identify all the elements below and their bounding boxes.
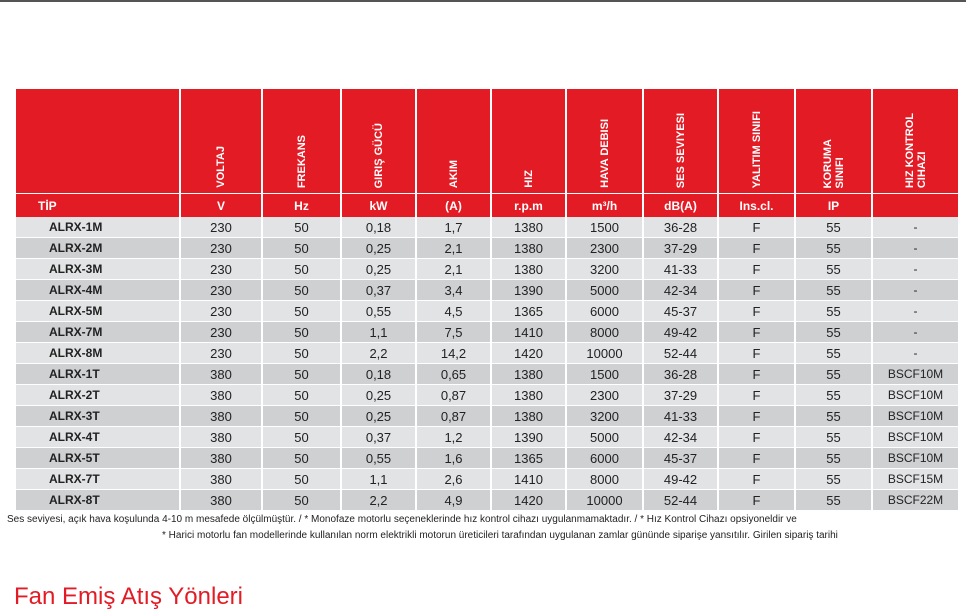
table-cell: 230: [181, 217, 261, 238]
table-cell: 1410: [492, 469, 565, 490]
table-cell: 37-29: [644, 385, 717, 406]
table-cell: 42-34: [644, 280, 717, 301]
header-row: [16, 89, 958, 194]
table-cell: 1390: [492, 280, 565, 301]
table-row: [16, 490, 958, 511]
table-cell: 1,7: [417, 217, 490, 238]
table-cell: 1500: [567, 364, 642, 385]
table-cell: -: [873, 217, 958, 238]
table-cell: F: [719, 343, 794, 364]
table-cell: 6000: [567, 448, 642, 469]
table-cell: BSCF22M: [873, 490, 958, 511]
table-cell: 49-42: [644, 322, 717, 343]
table-cell: 1380: [492, 259, 565, 280]
table-cell: BSCF10M: [873, 385, 958, 406]
table-cell: F: [719, 238, 794, 259]
table-cell: 0,87: [417, 406, 490, 427]
table-cell: F: [719, 385, 794, 406]
table-cell: 2,2: [342, 343, 415, 364]
column-header: [181, 89, 261, 194]
table-cell: 50: [263, 469, 340, 490]
table-cell: F: [719, 301, 794, 322]
table-cell: F: [719, 406, 794, 427]
table-cell: 50: [263, 385, 340, 406]
table-cell: 230: [181, 259, 261, 280]
table-cell: 36-28: [644, 217, 717, 238]
column-header-label: AKIM: [447, 159, 460, 188]
table-cell: 55: [796, 385, 871, 406]
table-row: [16, 448, 958, 469]
table-row: [16, 427, 958, 448]
table-cell: 55: [796, 364, 871, 385]
table-cell: 230: [181, 238, 261, 259]
table-cell: 0,55: [342, 448, 415, 469]
table-cell: 50: [263, 427, 340, 448]
table-cell: 50: [263, 259, 340, 280]
table-cell: 1420: [492, 490, 565, 511]
table-cell: 14,2: [417, 343, 490, 364]
table-cell: 50: [263, 364, 340, 385]
column-header-label: HAVA DEBISI: [598, 119, 611, 188]
table-cell: 50: [263, 217, 340, 238]
table-row: [16, 343, 958, 364]
table-cell: 55: [796, 490, 871, 511]
table-cell: 0,25: [342, 385, 415, 406]
table-cell: -: [873, 343, 958, 364]
column-header: [263, 89, 340, 194]
unit-cell: m³/h: [567, 194, 642, 217]
table-body: [16, 217, 958, 511]
table-cell: 3200: [567, 406, 642, 427]
model-cell: ALRX-2T: [16, 385, 179, 406]
unit-cell: [873, 194, 958, 217]
table-cell: -: [873, 322, 958, 343]
table-cell: 380: [181, 385, 261, 406]
table-cell: 380: [181, 406, 261, 427]
table-cell: -: [873, 238, 958, 259]
unit-cell: kW: [342, 194, 415, 217]
table-row: [16, 259, 958, 280]
table-cell: 37-29: [644, 238, 717, 259]
table-cell: 45-37: [644, 448, 717, 469]
model-cell: ALRX-3M: [16, 259, 179, 280]
column-header-label: HIZ: [522, 170, 535, 188]
unit-cell: dB(A): [644, 194, 717, 217]
table-cell: 4,5: [417, 301, 490, 322]
table-cell: 50: [263, 343, 340, 364]
model-cell: ALRX-7M: [16, 322, 179, 343]
table-cell: 52-44: [644, 490, 717, 511]
table-cell: 50: [263, 301, 340, 322]
unit-cell: r.p.m: [492, 194, 565, 217]
table-cell: F: [719, 217, 794, 238]
top-rule: [0, 0, 966, 2]
column-header: [644, 89, 717, 194]
table-cell: 1420: [492, 343, 565, 364]
column-header: [873, 89, 958, 194]
table-cell: 380: [181, 490, 261, 511]
table-cell: 1,2: [417, 427, 490, 448]
table-cell: 0,25: [342, 406, 415, 427]
table-cell: 1365: [492, 301, 565, 322]
table-cell: 2,1: [417, 238, 490, 259]
table-cell: 55: [796, 301, 871, 322]
table-cell: F: [719, 490, 794, 511]
table-cell: 0,18: [342, 217, 415, 238]
unit-cell: Ins.cl.: [719, 194, 794, 217]
table-row: [16, 280, 958, 301]
table-cell: 55: [796, 217, 871, 238]
table-row: [16, 469, 958, 490]
table-cell: 50: [263, 238, 340, 259]
table-cell: 55: [796, 469, 871, 490]
table-cell: 55: [796, 259, 871, 280]
table-cell: 1380: [492, 406, 565, 427]
column-header: [417, 89, 490, 194]
model-cell: ALRX-1M: [16, 217, 179, 238]
table-cell: 36-28: [644, 364, 717, 385]
section-title: Fan Emiş Atış Yönleri: [14, 583, 243, 610]
table-cell: 49-42: [644, 469, 717, 490]
table-cell: 0,18: [342, 364, 415, 385]
table-cell: 0,25: [342, 238, 415, 259]
table-cell: F: [719, 280, 794, 301]
table-cell: 0,37: [342, 427, 415, 448]
model-cell: ALRX-5M: [16, 301, 179, 322]
model-cell: ALRX-2M: [16, 238, 179, 259]
table-cell: 42-34: [644, 427, 717, 448]
table-cell: F: [719, 448, 794, 469]
column-header-label: KORUMA SINIFI: [821, 138, 846, 188]
table-cell: 5000: [567, 280, 642, 301]
table-cell: 2300: [567, 238, 642, 259]
table-cell: 380: [181, 448, 261, 469]
column-header: [567, 89, 642, 194]
table-cell: 41-33: [644, 259, 717, 280]
table-cell: 0,55: [342, 301, 415, 322]
model-cell: ALRX-4T: [16, 427, 179, 448]
unit-cell: V: [181, 194, 261, 217]
table-cell: F: [719, 469, 794, 490]
table-row: [16, 322, 958, 343]
column-header-label: GIRIŞ GÜCÜ: [372, 122, 385, 188]
model-cell: ALRX-3T: [16, 406, 179, 427]
table-cell: 380: [181, 427, 261, 448]
table-cell: F: [719, 259, 794, 280]
table-cell: 55: [796, 427, 871, 448]
table-cell: 0,37: [342, 280, 415, 301]
table-cell: 230: [181, 280, 261, 301]
model-cell: ALRX-8M: [16, 343, 179, 364]
table-cell: 5000: [567, 427, 642, 448]
table-cell: 2,2: [342, 490, 415, 511]
table-cell: 10000: [567, 490, 642, 511]
table-row: [16, 238, 958, 259]
table-cell: 6000: [567, 301, 642, 322]
column-header: [16, 89, 179, 194]
table-cell: 230: [181, 322, 261, 343]
unit-cell: Hz: [263, 194, 340, 217]
table-cell: 55: [796, 280, 871, 301]
table-cell: 0,65: [417, 364, 490, 385]
column-header: [796, 89, 871, 194]
table-cell: BSCF10M: [873, 406, 958, 427]
table-cell: 41-33: [644, 406, 717, 427]
column-header: [719, 89, 794, 194]
table-cell: 10000: [567, 343, 642, 364]
table-cell: 1,6: [417, 448, 490, 469]
table-cell: 50: [263, 448, 340, 469]
unit-cell: IP: [796, 194, 871, 217]
table-cell: 50: [263, 490, 340, 511]
column-header: [492, 89, 565, 194]
model-cell: ALRX-4M: [16, 280, 179, 301]
table-cell: F: [719, 322, 794, 343]
table-cell: 2300: [567, 385, 642, 406]
column-header-label: VOLTAJ: [215, 146, 227, 188]
unit-row: [16, 194, 958, 217]
table-cell: 1380: [492, 364, 565, 385]
table-cell: 55: [796, 448, 871, 469]
table-row: [16, 217, 958, 238]
table-cell: 0,25: [342, 259, 415, 280]
table-cell: -: [873, 259, 958, 280]
note-line-1: Ses seviyesi, açık hava koşulunda 4-10 m mesafede ölçülmüştür. / * Monofaze motorlu seçeneklerinde hız kontrol cihazı uygulanmamaktadır. / * Hız Kontrol Cihazı opsiyoneldir ve: [7, 514, 797, 525]
column-header-label: SES SEVIYESI: [674, 112, 687, 188]
table-cell: 1380: [492, 238, 565, 259]
table-cell: 0,87: [417, 385, 490, 406]
unit-cell: (A): [417, 194, 490, 217]
table-cell: 50: [263, 322, 340, 343]
model-cell: ALRX-7T: [16, 469, 179, 490]
table-cell: -: [873, 301, 958, 322]
table-cell: 2,6: [417, 469, 490, 490]
table-cell: 380: [181, 364, 261, 385]
table-cell: 8000: [567, 469, 642, 490]
table-cell: 1380: [492, 217, 565, 238]
table-cell: -: [873, 280, 958, 301]
table-cell: BSCF10M: [873, 364, 958, 385]
table-row: [16, 301, 958, 322]
table-cell: 3,4: [417, 280, 490, 301]
note-line-2: * Harici motorlu fan modellerinde kullanılan norm elektrikli motorun üreticileri tarafından uygulanan zamlar gününde siparişe yansıtılır. Girilen sipariş tarihi: [162, 530, 838, 541]
table-row: [16, 385, 958, 406]
table-cell: 8000: [567, 322, 642, 343]
spec-table: [14, 89, 960, 511]
table-cell: F: [719, 364, 794, 385]
table-cell: 7,5: [417, 322, 490, 343]
table-cell: BSCF10M: [873, 427, 958, 448]
model-cell: ALRX-1T: [16, 364, 179, 385]
table-cell: 52-44: [644, 343, 717, 364]
model-cell: ALRX-8T: [16, 490, 179, 511]
table-cell: 1390: [492, 427, 565, 448]
table-cell: 4,9: [417, 490, 490, 511]
table-cell: F: [719, 427, 794, 448]
column-header-label: YALITIM SINIFI: [750, 110, 763, 188]
table-cell: 230: [181, 301, 261, 322]
table-cell: BSCF15M: [873, 469, 958, 490]
table-cell: BSCF10M: [873, 448, 958, 469]
table-cell: 1365: [492, 448, 565, 469]
model-cell: ALRX-5T: [16, 448, 179, 469]
table-cell: 1380: [492, 385, 565, 406]
table-cell: 1410: [492, 322, 565, 343]
column-header-label: HIZ KONTROL CIHAZI: [903, 112, 928, 188]
table-cell: 1500: [567, 217, 642, 238]
table-row: [16, 406, 958, 427]
table-cell: 45-37: [644, 301, 717, 322]
table-cell: 55: [796, 238, 871, 259]
table-cell: 50: [263, 280, 340, 301]
table-cell: 1,1: [342, 322, 415, 343]
table-cell: 1,1: [342, 469, 415, 490]
table-cell: 55: [796, 343, 871, 364]
table-cell: 55: [796, 406, 871, 427]
table-cell: 50: [263, 406, 340, 427]
table-cell: 55: [796, 322, 871, 343]
column-header-label: FREKANS: [295, 134, 308, 188]
unit-cell: TİP: [16, 194, 179, 217]
table-cell: 230: [181, 343, 261, 364]
column-header: [342, 89, 415, 194]
table-cell: 2,1: [417, 259, 490, 280]
table-row: [16, 364, 958, 385]
table-cell: 3200: [567, 259, 642, 280]
table-cell: 380: [181, 469, 261, 490]
